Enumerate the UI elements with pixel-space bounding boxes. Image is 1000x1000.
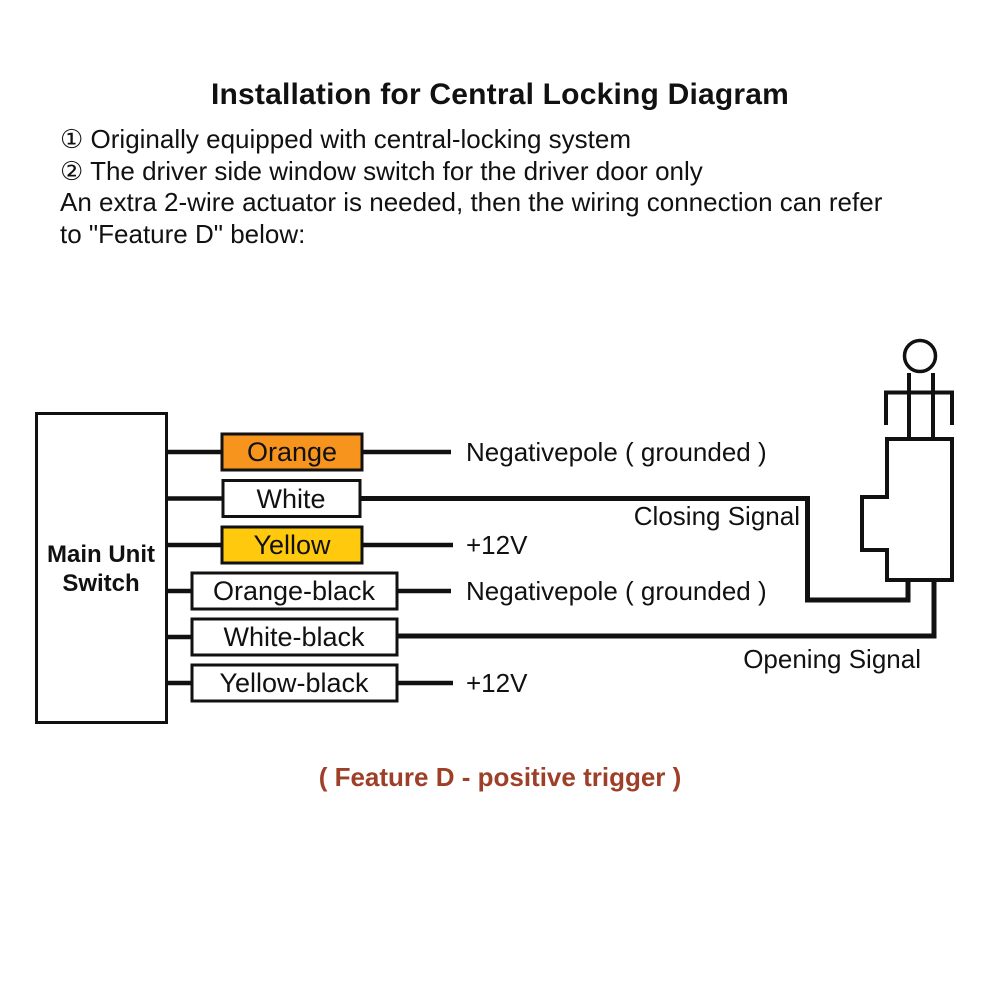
- wire-label-white-black: White-black: [223, 622, 365, 652]
- intro-line-3: An extra 2-wire actuator is needed, then the wiring connection can refer: [60, 187, 883, 217]
- intro-line-4: to "Feature D" below:: [60, 218, 306, 249]
- main-unit-switch-box: [37, 414, 167, 723]
- actuator-knob-icon: [905, 341, 936, 372]
- terminal-label-yellow-black: +12V: [466, 668, 528, 698]
- actuator-body: [862, 439, 952, 580]
- opening-signal-label: Opening Signal: [743, 644, 921, 674]
- wire-label-orange-black: Orange-black: [212, 576, 376, 606]
- main-unit-label-line1: Main Unit: [47, 541, 155, 568]
- actuator: [862, 341, 952, 581]
- closing-signal-label: Closing Signal: [633, 501, 800, 531]
- actuator-bracket: [886, 393, 952, 426]
- feature-caption: ( Feature D - positive trigger ): [318, 762, 682, 792]
- main-unit-label-line2: Switch: [62, 570, 140, 597]
- wire-label-white: White: [256, 484, 326, 514]
- intro-line-1: ① Originally equipped with central-locking system: [60, 124, 631, 154]
- intro-line-2: ② The driver side window switch for the driver door only: [60, 155, 703, 186]
- wire-label-yellow-black: Yellow-black: [219, 668, 369, 698]
- terminal-label-orange-black: Negativepole ( grounded ): [466, 576, 767, 606]
- wire-label-yellow: Yellow: [253, 530, 331, 560]
- terminal-label-yellow: +12V: [466, 530, 528, 560]
- terminal-label-orange: Negativepole ( grounded ): [466, 437, 767, 467]
- wire-label-orange: Orange: [246, 437, 338, 467]
- page-title: Installation for Central Locking Diagram: [210, 78, 790, 111]
